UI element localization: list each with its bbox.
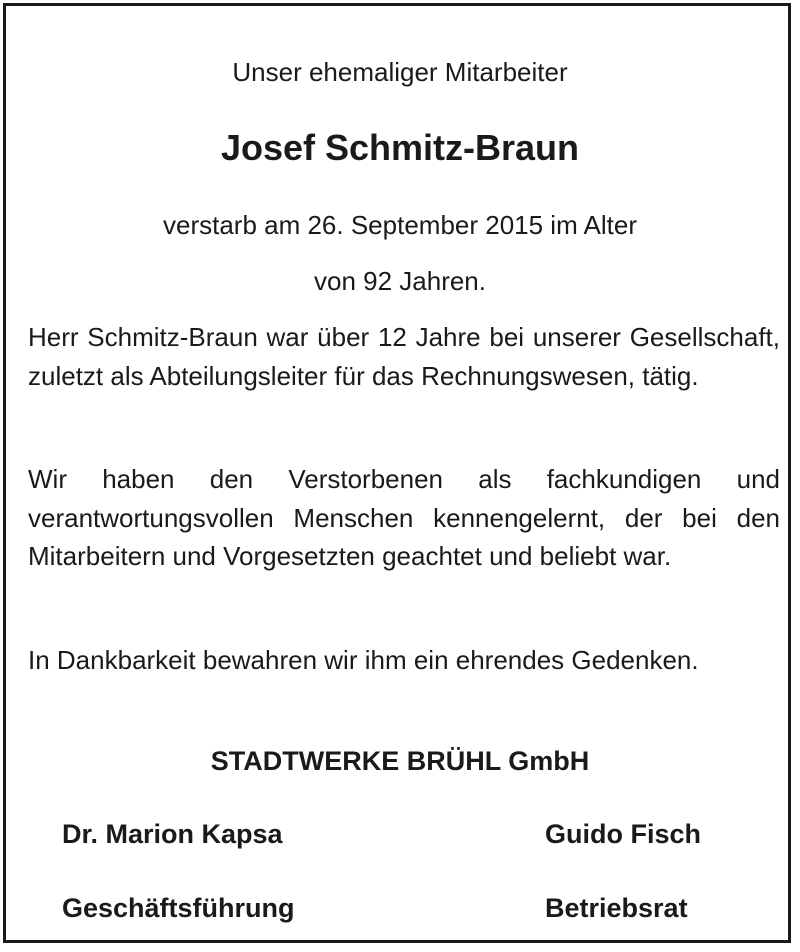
signatory-name-1: Dr. Marion Kapsa: [62, 819, 283, 849]
paragraph-character: Wir haben den Verstorbenen als fachkundigen und verantwortungsvollen Menschen kennengelernt, der bei den Mitarbeitern und Vorgesetzten geachtet und beliebt war.: [28, 464, 780, 571]
signatory-name-2: Guido Fisch: [545, 819, 702, 849]
paragraph-career: Herr Schmitz-Braun war über 12 Jahre bei unserer Gesellschaft, zuletzt als Abteilungsleiter für das Rechnungswesen, tätig.: [28, 322, 780, 391]
intro-line: Unser ehemaliger Mitarbeiter: [232, 57, 568, 87]
company-name: STADTWERKE BRÜHL GmbH: [210, 746, 590, 776]
paragraph-remembrance: In Dankbarkeit bewahren wir ihm ein ehrendes Gedenken.: [28, 645, 699, 675]
age-line: von 92 Jahren.: [313, 266, 486, 296]
deceased-name: Josef Schmitz-Braun: [220, 127, 580, 168]
signatory-role-1: Geschäftsführung: [62, 893, 295, 923]
signatory-role-2: Betriebsrat: [545, 893, 688, 923]
death-date-line: verstarb am 26. September 2015 im Alter: [162, 210, 637, 240]
